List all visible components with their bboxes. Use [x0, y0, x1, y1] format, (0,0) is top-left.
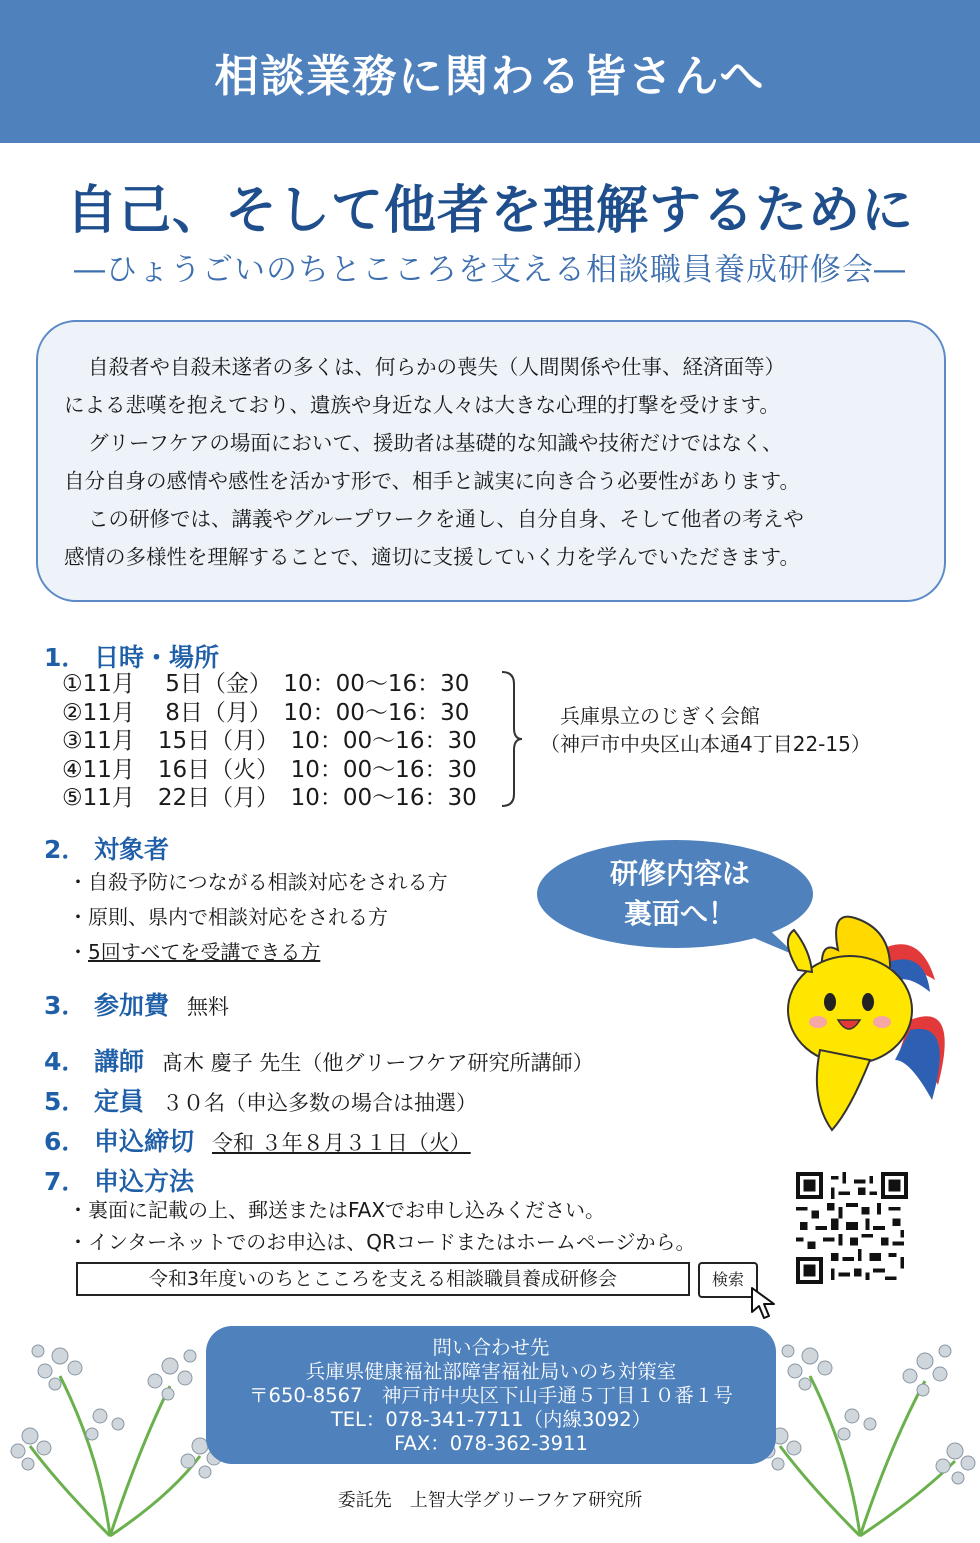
- main-title: 自己、そして他者を理解するために: [65, 181, 914, 241]
- section-label: 参加費: [94, 991, 170, 1020]
- qr-code-icon[interactable]: [796, 1172, 908, 1284]
- section-4-heading: [44, 1042, 594, 1078]
- bubble-line: 研修内容は: [609, 857, 750, 890]
- section-7-heading: [44, 1162, 194, 1198]
- section-1-heading: [44, 638, 219, 674]
- venue-name: 兵庫県立のじぎく会館: [560, 704, 760, 728]
- contact-fax: FAX：078-362-3911: [394, 1432, 588, 1455]
- target-item: ・自殺予防につながる相談対応をされる方: [68, 870, 448, 894]
- target-list: [68, 865, 448, 970]
- intro-line: 感情の多様性を理解することで、適切に支援していく力を学んでいただきます。: [64, 545, 800, 569]
- section-number: 1．: [44, 643, 87, 672]
- schedule-item: ①11月 5日（金） 10：00～16：30: [62, 671, 470, 697]
- section-3-heading: [44, 986, 229, 1022]
- intro-line: 自殺者や自殺未遂者の多くは、何らかの喪失（人間関係や仕事、経済面等）: [88, 355, 785, 379]
- sub-title: ―ひょうごいのちとこころを支える相談職員養成研修会―: [74, 252, 906, 288]
- intro-box: [36, 320, 946, 602]
- intro-line: 自分自身の感情や感性を活かす形で、相手と誠実に向き合う必要性があります。: [64, 469, 800, 493]
- search-button[interactable]: 検索: [698, 1262, 758, 1298]
- intro-line: この研修では、講義やグループワークを通し、自分自身、そして他者の考えや: [88, 507, 804, 531]
- header-title: 相談業務に関わる皆さんへ: [214, 50, 766, 102]
- target-item: ・5回すべてを受講できる方: [68, 940, 321, 964]
- contact-tel: TEL：078-341-7711（内線3092）: [330, 1408, 652, 1431]
- section-number: 4．: [44, 1047, 87, 1076]
- venue: [540, 702, 871, 758]
- section-2-heading: [44, 830, 169, 866]
- section-label: 申込方法: [94, 1167, 195, 1196]
- section-number: 2．: [44, 835, 87, 864]
- section-number: 3．: [44, 991, 87, 1020]
- schedule-item: ②11月 8日（月） 10：00～16：30: [62, 699, 470, 726]
- section-label: 講師: [94, 1047, 145, 1076]
- header-banner: [0, 0, 980, 143]
- schedule-item: ⑤11月 22日（月） 10：00～16：30: [62, 785, 477, 811]
- schedule-item: ④11月 16日（火） 10：00～16：30: [62, 756, 477, 783]
- apply-method-item: ・裏面に記載の上、郵送またはFAXでお申し込みください。: [68, 1198, 606, 1222]
- contact-box: [206, 1326, 776, 1464]
- mascot-icon: [760, 910, 950, 1140]
- target-item-underlined: 5回すべてを受講できる方: [88, 940, 321, 964]
- capacity-value: ３０名（申込多数の場合は抽選）: [162, 1091, 478, 1115]
- contact-address: 〒650-8567 神戸市中央区下山手通５丁目１０番１号: [249, 1384, 733, 1407]
- bubble-line: 裏面へ！: [623, 897, 736, 930]
- contact-title: 問い合わせ先: [432, 1336, 550, 1359]
- brace-icon: [500, 670, 522, 808]
- schedule-item: ③11月 15日（月） 10：00～16：30: [62, 728, 477, 754]
- search-input[interactable]: 令和3年度いのちとこころを支える相談職員養成研修会: [76, 1262, 690, 1296]
- section-5-heading: [44, 1082, 477, 1118]
- schedule-list: [62, 670, 477, 813]
- venue-address: （神戸市中央区山本通4丁目22-15）: [540, 732, 871, 756]
- target-item: ・原則、県内で相談対応をされる方: [68, 905, 388, 929]
- fee-value: 無料: [187, 995, 230, 1019]
- section-number: 5．: [44, 1087, 87, 1116]
- apply-method-list: [68, 1194, 695, 1258]
- intro-line: グリーフケアの場面において、援助者は基礎的な知識や技術だけではなく、: [88, 431, 783, 455]
- section-number: 6．: [44, 1127, 87, 1156]
- contact-org: 兵庫県健康福祉部障害福祉局いのち対策室: [305, 1360, 677, 1383]
- intro-line: による悲嘆を抱えており、遺族や身近な人々は大きな心理的打撃を受けます。: [64, 393, 780, 417]
- section-label: 申込締切: [94, 1127, 195, 1156]
- section-label: 対象者: [94, 835, 170, 864]
- apply-method-item: ・インターネットでのお申込は、QRコードまたはホームページから。: [68, 1230, 696, 1254]
- deadline-value: 令和 ３年８月３１日（火）: [212, 1131, 471, 1155]
- section-label: 定員: [94, 1087, 145, 1116]
- footer-commissioned: 委託先 上智大学グリーフケア研究所: [337, 1490, 643, 1511]
- section-label: 日時・場所: [94, 643, 220, 672]
- section-6-heading: [44, 1122, 471, 1158]
- lecturer-value: 髙木 慶子 先生（他グリーフケア研究所講師）: [162, 1051, 594, 1075]
- section-number: 7．: [44, 1167, 87, 1196]
